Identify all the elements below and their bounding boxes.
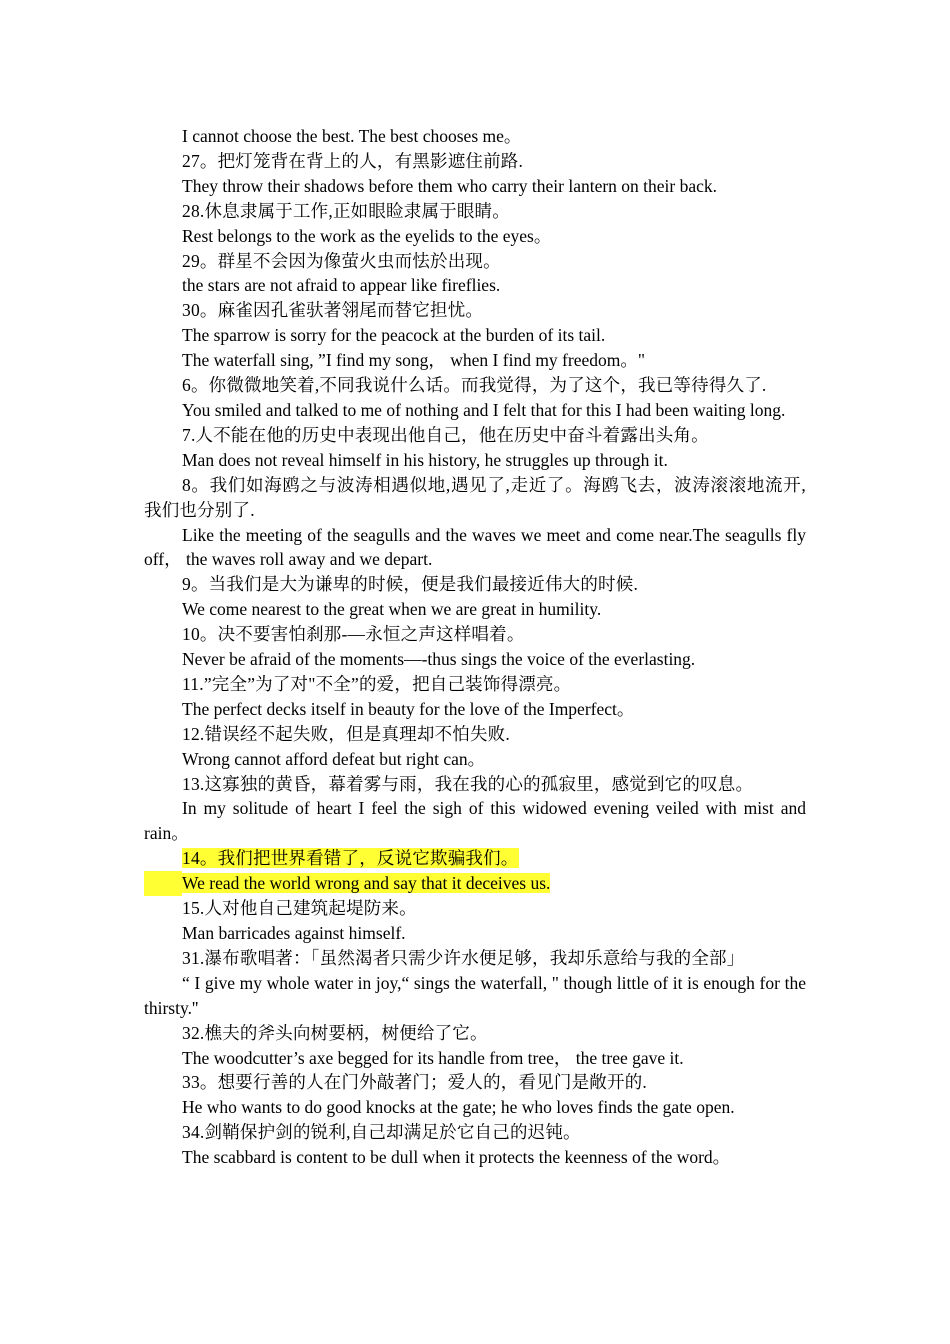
text-line: 15.人对他自己建筑起堤防来。 xyxy=(182,898,417,919)
text-line: 8。我们如海鸥之与波涛相遇似地,遇见了,走近了。海鸥飞去，波涛滚滚地流开,我们也分别了. xyxy=(144,474,806,520)
text-line: Man barricades against himself. xyxy=(182,923,406,943)
text-line: 10。决不要害怕刹那-—永恒之声这样唱着。 xyxy=(182,624,525,645)
text-line: 12.错误经不起失败，但是真理却不怕失败. xyxy=(182,723,510,744)
text-line: 11.”完全”为了对"不全”的爱，把自己装饰得漂亮。 xyxy=(182,673,572,694)
text-line: They throw their shadows before them who carry their lantern on their back. xyxy=(182,175,718,196)
highlighted-text: We read the world wrong and say that it deceives us. xyxy=(182,873,551,894)
text-line: “ I give my whole water in joy,“ sings the waterfall, " though little of it is enough for the thirsty.'' xyxy=(144,972,806,1018)
text-line: Wrong cannot afford defeat but right can。 xyxy=(182,748,486,769)
text-line: In my solitude of heart I feel the sigh of this widowed evening veiled with mist and rain。 xyxy=(144,798,806,844)
text-line: 33。想要行善的人在门外敲著门；爱人的，看见门是敞开的. xyxy=(182,1072,647,1093)
text-line: The perfect decks itself in beauty for the love of the Imperfect。 xyxy=(182,698,635,719)
text-line xyxy=(144,871,806,896)
text-line: The woodcutter’s axe begged for its handle from tree， the tree gave it. xyxy=(182,1047,684,1068)
text-line: The waterfall sing, ”I find my song， when I find my freedom。" xyxy=(182,350,645,371)
text-line: 27。把灯笼背在背上的人，有黑影遮住前路. xyxy=(182,150,524,171)
document-body xyxy=(144,124,806,1170)
highlighted-text: 14。我们把世界看错了，反说它欺骗我们。 xyxy=(182,848,519,869)
text-line: 31.瀑布歌唱著：「虽然渴者只需少许水便足够，我却乐意给与我的全部」 xyxy=(182,947,745,968)
text-line: the stars are not afraid to appear like fireflies. xyxy=(182,275,501,296)
text-line: 9。当我们是大为谦卑的时候，便是我们最接近伟大的时候. xyxy=(182,574,639,595)
text-line: He who wants to do good knocks at the gate; he who loves finds the gate open. xyxy=(182,1097,735,1118)
text-line: 34.剑鞘保护剑的锐利,自己却满足於它自己的迟钝。 xyxy=(182,1122,581,1143)
text-line: 28.休息隶属于工作,正如眼睑隶属于眼睛。 xyxy=(182,200,510,221)
text-line: 13.这寡独的黄昏，幕着雾与雨，我在我的心的孤寂里，感觉到它的叹息。 xyxy=(182,773,754,794)
text-line: 32.樵夫的斧头向树要柄，树便给了它。 xyxy=(182,1022,488,1043)
text-line: Man does not reveal himself in his history, he struggles up through it. xyxy=(182,449,668,470)
text-line: 29。群星不会因为像萤火虫而怯於出现。 xyxy=(182,250,501,271)
text-line: Rest belongs to the work as the eyelids to the eyes。 xyxy=(182,225,552,246)
text-line: Like the meeting of the seagulls and the waves we meet and come near.The seagulls fly off， the waves roll away and we depart. xyxy=(144,524,806,570)
highlight-indent xyxy=(144,871,182,896)
text-line: I cannot choose the best. The best chooses me。 xyxy=(182,126,522,146)
text-line: 7.人不能在他的历史中表现出他自己，他在历史中奋斗着露出头角。 xyxy=(182,424,709,445)
text-line: 6。你微微地笑着,不同我说什么话。而我觉得，为了这个，我已等待得久了. xyxy=(182,375,767,396)
text-line: 30。麻雀因孔雀驮著翎尾而替它担忧。 xyxy=(182,300,484,321)
text-line: You smiled and talked to me of nothing and I felt that for this I had been waiting long. xyxy=(182,399,786,420)
text-line xyxy=(144,846,806,871)
text-line: The sparrow is sorry for the peacock at the burden of its tail. xyxy=(182,325,606,346)
text-line: The scabbard is content to be dull when it protects the keenness of the word。 xyxy=(182,1147,731,1168)
text-line: We come nearest to the great when we are great in humility. xyxy=(182,599,602,620)
text-line: Never be afraid of the moments—-thus sings the voice of the everlasting. xyxy=(182,649,696,670)
